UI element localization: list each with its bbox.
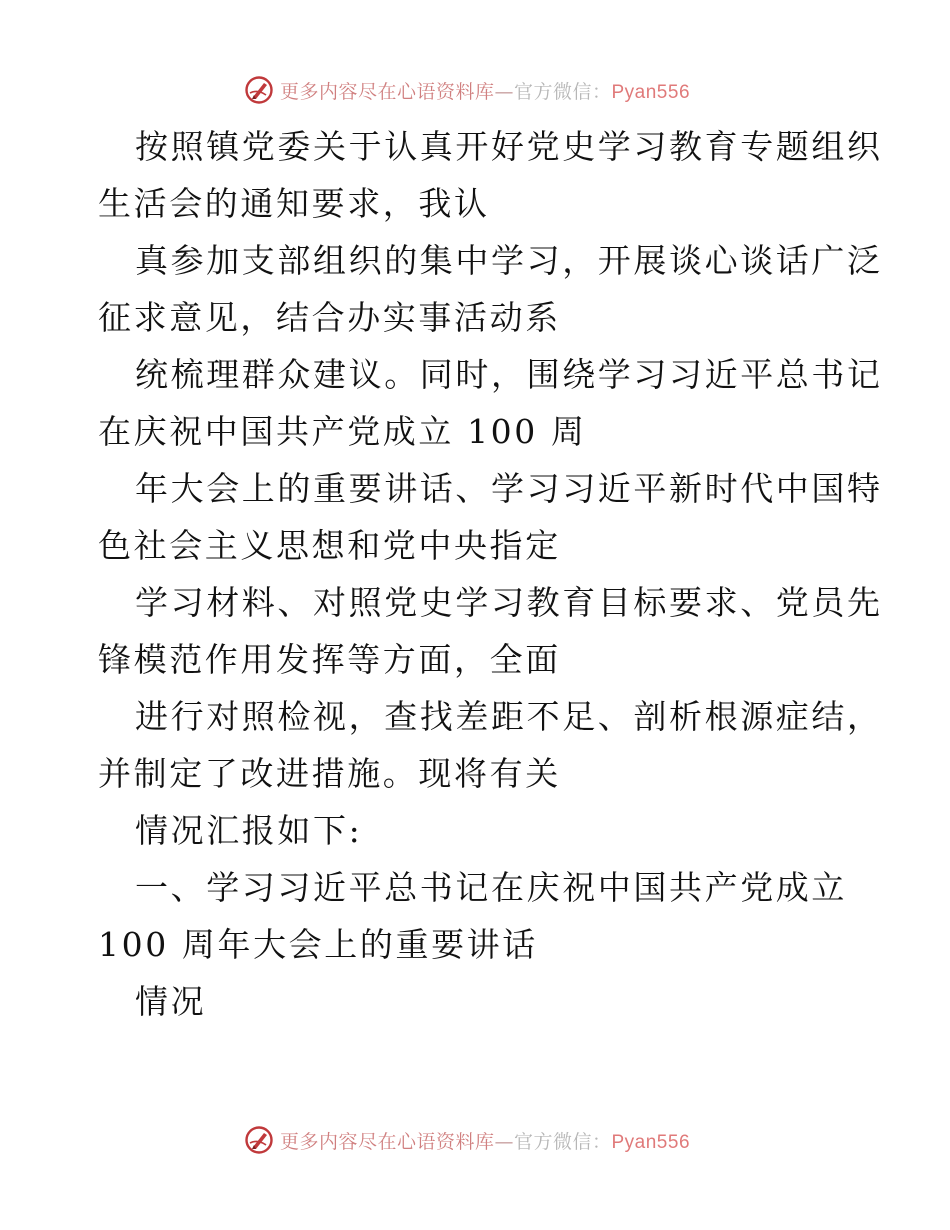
body-line: 统梳理群众建议。同时，围绕学习习近平总书记 — [135, 355, 883, 394]
section-heading-line: 情况 — [135, 982, 207, 1021]
header-banner-text — [280, 77, 690, 104]
footer-banner-title: 更多内容尽在心语资料库 — [279, 1130, 495, 1153]
body-line: 按照镇党委关于认真开好党史学习教育专题组织 — [135, 127, 883, 166]
body-line: 真参加支部组织的集中学习，开展谈心谈话广泛 — [135, 241, 883, 280]
section-heading-line: 100 周年大会上的重要讲话 — [98, 925, 538, 964]
footer-banner-text — [280, 1127, 690, 1154]
body-line: 锋模范作用发挥等方面，全面 — [98, 640, 561, 679]
section-heading-line: 一、学习习近平总书记在庆祝中国共产党成立 — [135, 868, 847, 907]
header-banner-wechat-id: Pyan556 — [611, 81, 691, 103]
body-line: 征求意见，结合办实事活动系 — [98, 298, 561, 337]
footer-banner — [0, 1120, 950, 1160]
footer-banner-wechat-id: Pyan556 — [611, 1131, 691, 1153]
header-banner — [0, 70, 950, 110]
body-line: 生活会的通知要求，我认 — [98, 184, 490, 223]
footer-banner-dash: — — [494, 1130, 514, 1153]
header-banner-title: 更多内容尽在心语资料库 — [279, 80, 495, 103]
body-line: 色社会主义思想和党中央指定 — [98, 526, 561, 565]
body-line: 情况汇报如下: — [135, 811, 363, 850]
body-line: 并制定了改进措施。现将有关 — [98, 754, 561, 793]
body-line: 学习材料、对照党史学习教育目标要求、党员先 — [135, 583, 883, 622]
document-body — [98, 118, 883, 1030]
body-line: 进行对照检视，查找差距不足、剖析根源症结， — [135, 697, 883, 736]
pen-logo-icon — [244, 1125, 274, 1155]
body-line: 年大会上的重要讲话、学习习近平新时代中国特 — [135, 469, 883, 508]
body-line: 在庆祝中国共产党成立 100 周 — [98, 412, 587, 451]
header-banner-dash: — — [494, 80, 514, 103]
header-banner-wechat-label: 官方微信： — [513, 80, 612, 103]
pen-logo-icon — [244, 75, 274, 105]
footer-banner-wechat-label: 官方微信： — [513, 1130, 612, 1153]
